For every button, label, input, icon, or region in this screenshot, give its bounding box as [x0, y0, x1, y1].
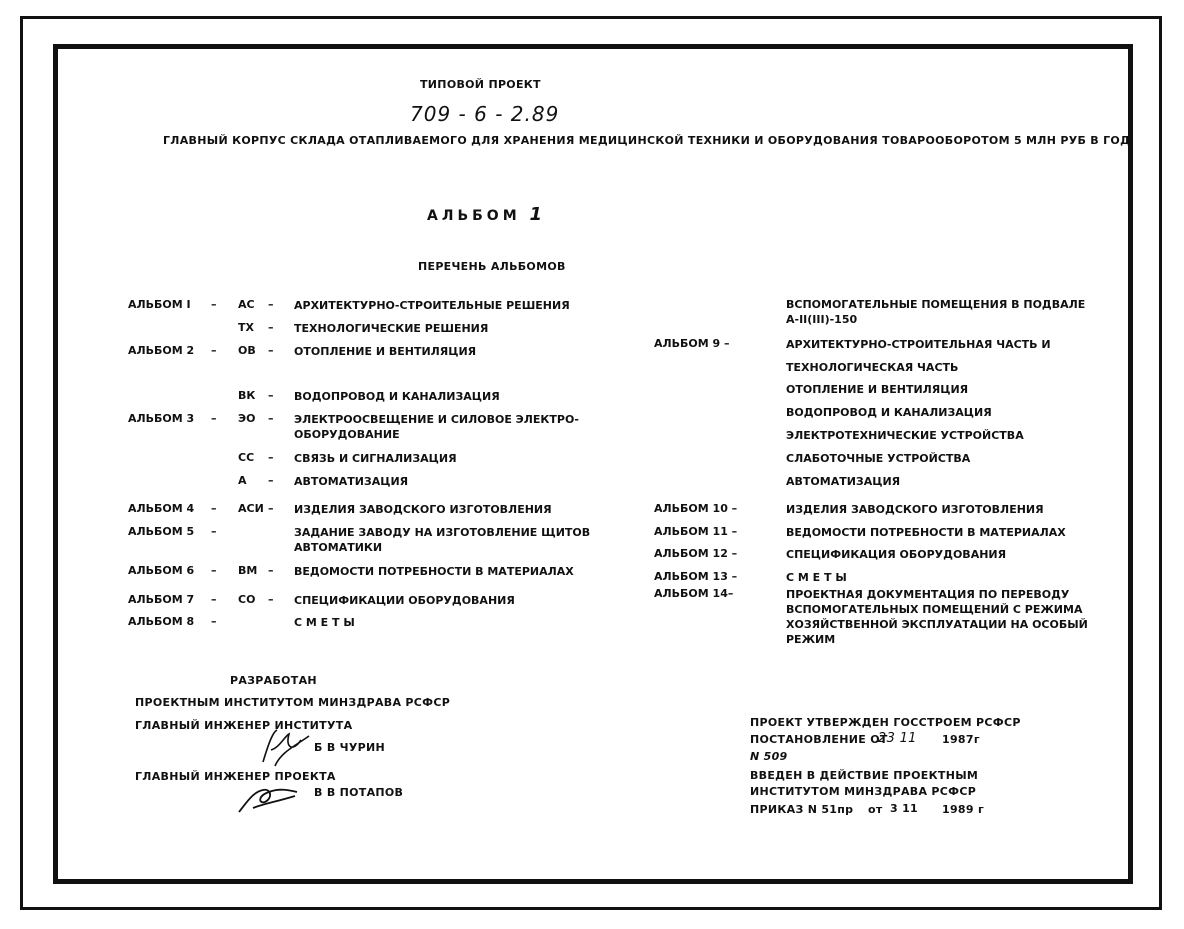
project-engineer-name: В В ПОТАПОВ	[314, 786, 404, 799]
section-description	[294, 474, 408, 489]
section-description	[294, 525, 590, 555]
album-title	[427, 204, 542, 225]
description-line: СВЯЗЬ И СИГНАЛИЗАЦИЯ	[294, 452, 457, 465]
code-dash: –	[268, 412, 274, 425]
section-code: СО	[238, 593, 256, 606]
section-description	[786, 570, 847, 585]
album-dash: –	[211, 502, 217, 515]
section-code: АС	[238, 298, 255, 311]
album-dash: –	[211, 564, 217, 577]
description-line: ТЕХНОЛОГИЧЕСКАЯ ЧАСТЬ	[786, 361, 959, 374]
description-line: СПЕЦИФИКАЦИИ ОБОРУДОВАНИЯ	[294, 594, 515, 607]
description-line: А-II(III)-150	[786, 313, 858, 326]
description-line: ВЕДОМОСТИ ПОТРЕБНОСТИ В МАТЕРИАЛАХ	[294, 565, 574, 578]
album-label: АЛЬБОМ I	[128, 298, 191, 311]
description-line: СПЕЦИФИКАЦИЯ ОБОРУДОВАНИЯ	[786, 548, 1007, 561]
description-line: СЛАБОТОЧНЫЕ УСТРОЙСТВА	[786, 452, 971, 465]
description-line: ЭЛЕКТРОТЕХНИЧЕСКИЕ УСТРОЙСТВА	[786, 429, 1024, 442]
section-code: АСИ	[238, 502, 264, 515]
developer-institute: ПРОЕКТНЫМ ИНСТИТУТОМ МИНЗДРАВА РСФСР	[135, 696, 451, 709]
album-label: АЛЬБОМ 13 –	[654, 570, 738, 583]
description-line: АРХИТЕКТУРНО-СТРОИТЕЛЬНЫЕ РЕШЕНИЯ	[294, 299, 570, 312]
code-dash: –	[268, 564, 274, 577]
decree-date: 23 11	[878, 731, 917, 746]
decree-number: N 509	[750, 750, 788, 763]
album-dash: –	[211, 525, 217, 538]
section-description	[294, 412, 579, 442]
section-description	[294, 344, 476, 359]
description-line: ОТОПЛЕНИЕ И ВЕНТИЛЯЦИЯ	[294, 345, 477, 358]
section-description	[786, 547, 1006, 562]
approval-line4: ВВЕДЕН В ДЕЙСТВИЕ ПРОЕКТНЫМ	[750, 769, 979, 782]
description-line: АВТОМАТИЗАЦИЯ	[294, 475, 409, 488]
chief-engineer-label: ГЛАВНЫЙ ИНЖЕНЕР ИНСТИТУТА	[135, 719, 353, 732]
section-description	[294, 615, 355, 630]
order-label: ПРИКАЗ N 51пр	[750, 803, 854, 816]
project-type: ТИПОВОЙ ПРОЕКТ	[420, 78, 541, 91]
code-dash: –	[268, 298, 274, 311]
section-description	[786, 337, 1051, 352]
order-from: от	[868, 803, 883, 816]
description-line: ХОЗЯЙСТВЕННОЙ ЭКСПЛУАТАЦИИ НА ОСОБЫЙ	[786, 618, 1088, 631]
album-label: АЛЬБОМ 6	[128, 564, 195, 577]
section-code: СС	[238, 451, 255, 464]
project-engineer-signature	[235, 778, 305, 818]
album-label: АЛЬБОМ 11 –	[654, 525, 738, 538]
code-dash: –	[268, 321, 274, 334]
album-dash: –	[211, 298, 217, 311]
project-title: ГЛАВНЫЙ КОРПУС СКЛАДА ОТАПЛИВАЕМОГО ДЛЯ ХРАНЕНИЯ МЕДИЦИНСКОЙ ТЕХНИКИ И ОБОРУДОВАНИЯ ТОВАРООБОРОТОМ 5 МЛН РУБ В ГОД	[163, 134, 1131, 147]
album-label: АЛЬБОМ 12 –	[654, 547, 738, 560]
section-description	[786, 360, 958, 375]
section-description	[786, 382, 968, 397]
album-number: 1	[529, 204, 543, 225]
album-label: АЛЬБОМ	[427, 208, 521, 224]
description-line: С М Е Т Ы	[294, 616, 355, 629]
album-dash: –	[211, 344, 217, 357]
section-description	[786, 451, 970, 466]
section-code: ВК	[238, 389, 256, 402]
order-year: 1989 г	[942, 803, 984, 816]
chief-engineer-name: Б В ЧУРИН	[314, 741, 385, 754]
section-description	[786, 502, 1044, 517]
section-description	[786, 428, 1024, 443]
album-label: АЛЬБОМ 9 –	[654, 337, 730, 350]
section-code: ОВ	[238, 344, 256, 357]
description-line: АВТОМАТИЗАЦИЯ	[786, 475, 901, 488]
section-code: ЭО	[238, 412, 256, 425]
section-code: А	[238, 474, 247, 487]
section-description	[786, 297, 1085, 327]
decree-year: 1987г	[942, 733, 980, 746]
album-label: АЛЬБОМ 8	[128, 615, 195, 628]
code-dash: –	[268, 389, 274, 402]
description-line: АРХИТЕКТУРНО-СТРОИТЕЛЬНАЯ ЧАСТЬ И	[786, 338, 1051, 351]
section-description	[786, 587, 1088, 647]
album-dash: –	[211, 593, 217, 606]
code-dash: –	[268, 344, 274, 357]
section-description	[786, 525, 1066, 540]
list-title: ПЕРЕЧЕНЬ АЛЬБОМОВ	[418, 260, 566, 273]
section-description	[786, 474, 900, 489]
description-line: ОТОПЛЕНИЕ И ВЕНТИЛЯЦИЯ	[786, 383, 969, 396]
description-line: ЭЛЕКТРООСВЕЩЕНИЕ И СИЛОВОЕ ЭЛЕКТРО-	[294, 413, 579, 426]
project-number: 709 - 6 - 2.89	[410, 102, 560, 126]
section-description	[294, 321, 488, 336]
decree-label: ПОСТАНОВЛЕНИЕ ОТ	[750, 733, 888, 746]
description-line: ПРОЕКТНАЯ ДОКУМЕНТАЦИЯ ПО ПЕРЕВОДУ	[786, 588, 1070, 601]
album-dash: –	[211, 412, 217, 425]
album-label: АЛЬБОМ 5	[128, 525, 195, 538]
description-line: ВСПОМОГАТЕЛЬНЫХ ПОМЕЩЕНИЙ С РЕЖИМА	[786, 603, 1083, 616]
album-label: АЛЬБОМ 3	[128, 412, 195, 425]
album-label: АЛЬБОМ 2	[128, 344, 195, 357]
description-line: ВОДОПРОВОД И КАНАЛИЗАЦИЯ	[786, 406, 992, 419]
description-line: ТЕХНОЛОГИЧЕСКИЕ РЕШЕНИЯ	[294, 322, 489, 335]
section-description	[294, 389, 500, 404]
inner-frame	[53, 44, 1133, 884]
section-description	[294, 502, 552, 517]
order-date: 3 11	[890, 802, 918, 815]
approval-line5: ИНСТИТУТОМ МИНЗДРАВА РСФСР	[750, 785, 977, 798]
album-dash: –	[211, 615, 217, 628]
section-code: ТХ	[238, 321, 254, 334]
code-dash: –	[268, 474, 274, 487]
album-label: АЛЬБОМ 10 –	[654, 502, 738, 515]
description-line: РЕЖИМ	[786, 633, 836, 646]
album-label: АЛЬБОМ 7	[128, 593, 195, 606]
description-line: ОБОРУДОВАНИЕ	[294, 428, 400, 441]
description-line: АВТОМАТИКИ	[294, 541, 383, 554]
description-line: С М Е Т Ы	[786, 571, 847, 584]
approval-line1: ПРОЕКТ УТВЕРЖДЕН ГОССТРОЕМ РСФСР	[750, 716, 1021, 729]
description-line: ВСПОМОГАТЕЛЬНЫЕ ПОМЕЩЕНИЯ В ПОДВАЛЕ	[786, 298, 1086, 311]
developer-heading: РАЗРАБОТАН	[230, 674, 317, 687]
description-line: ИЗДЕЛИЯ ЗАВОДСКОГО ИЗГОТОВЛЕНИЯ	[294, 503, 552, 516]
section-description	[786, 405, 992, 420]
description-line: ВЕДОМОСТИ ПОТРЕБНОСТИ В МАТЕРИАЛАХ	[786, 526, 1066, 539]
section-description	[294, 564, 574, 579]
section-code: ВМ	[238, 564, 258, 577]
description-line: ВОДОПРОВОД И КАНАЛИЗАЦИЯ	[294, 390, 500, 403]
section-description	[294, 451, 457, 466]
code-dash: –	[268, 451, 274, 464]
album-label: АЛЬБОМ 14–	[654, 587, 734, 600]
chief-engineer-signature	[255, 722, 315, 772]
section-description	[294, 298, 570, 313]
project-engineer-label: ГЛАВНЫЙ ИНЖЕНЕР ПРОЕКТА	[135, 770, 336, 783]
album-label: АЛЬБОМ 4	[128, 502, 195, 515]
description-line: ИЗДЕЛИЯ ЗАВОДСКОГО ИЗГОТОВЛЕНИЯ	[786, 503, 1044, 516]
description-line: ЗАДАНИЕ ЗАВОДУ НА ИЗГОТОВЛЕНИЕ ЩИТОВ	[294, 526, 591, 539]
code-dash: –	[268, 502, 274, 515]
section-description	[294, 593, 515, 608]
code-dash: –	[268, 593, 274, 606]
